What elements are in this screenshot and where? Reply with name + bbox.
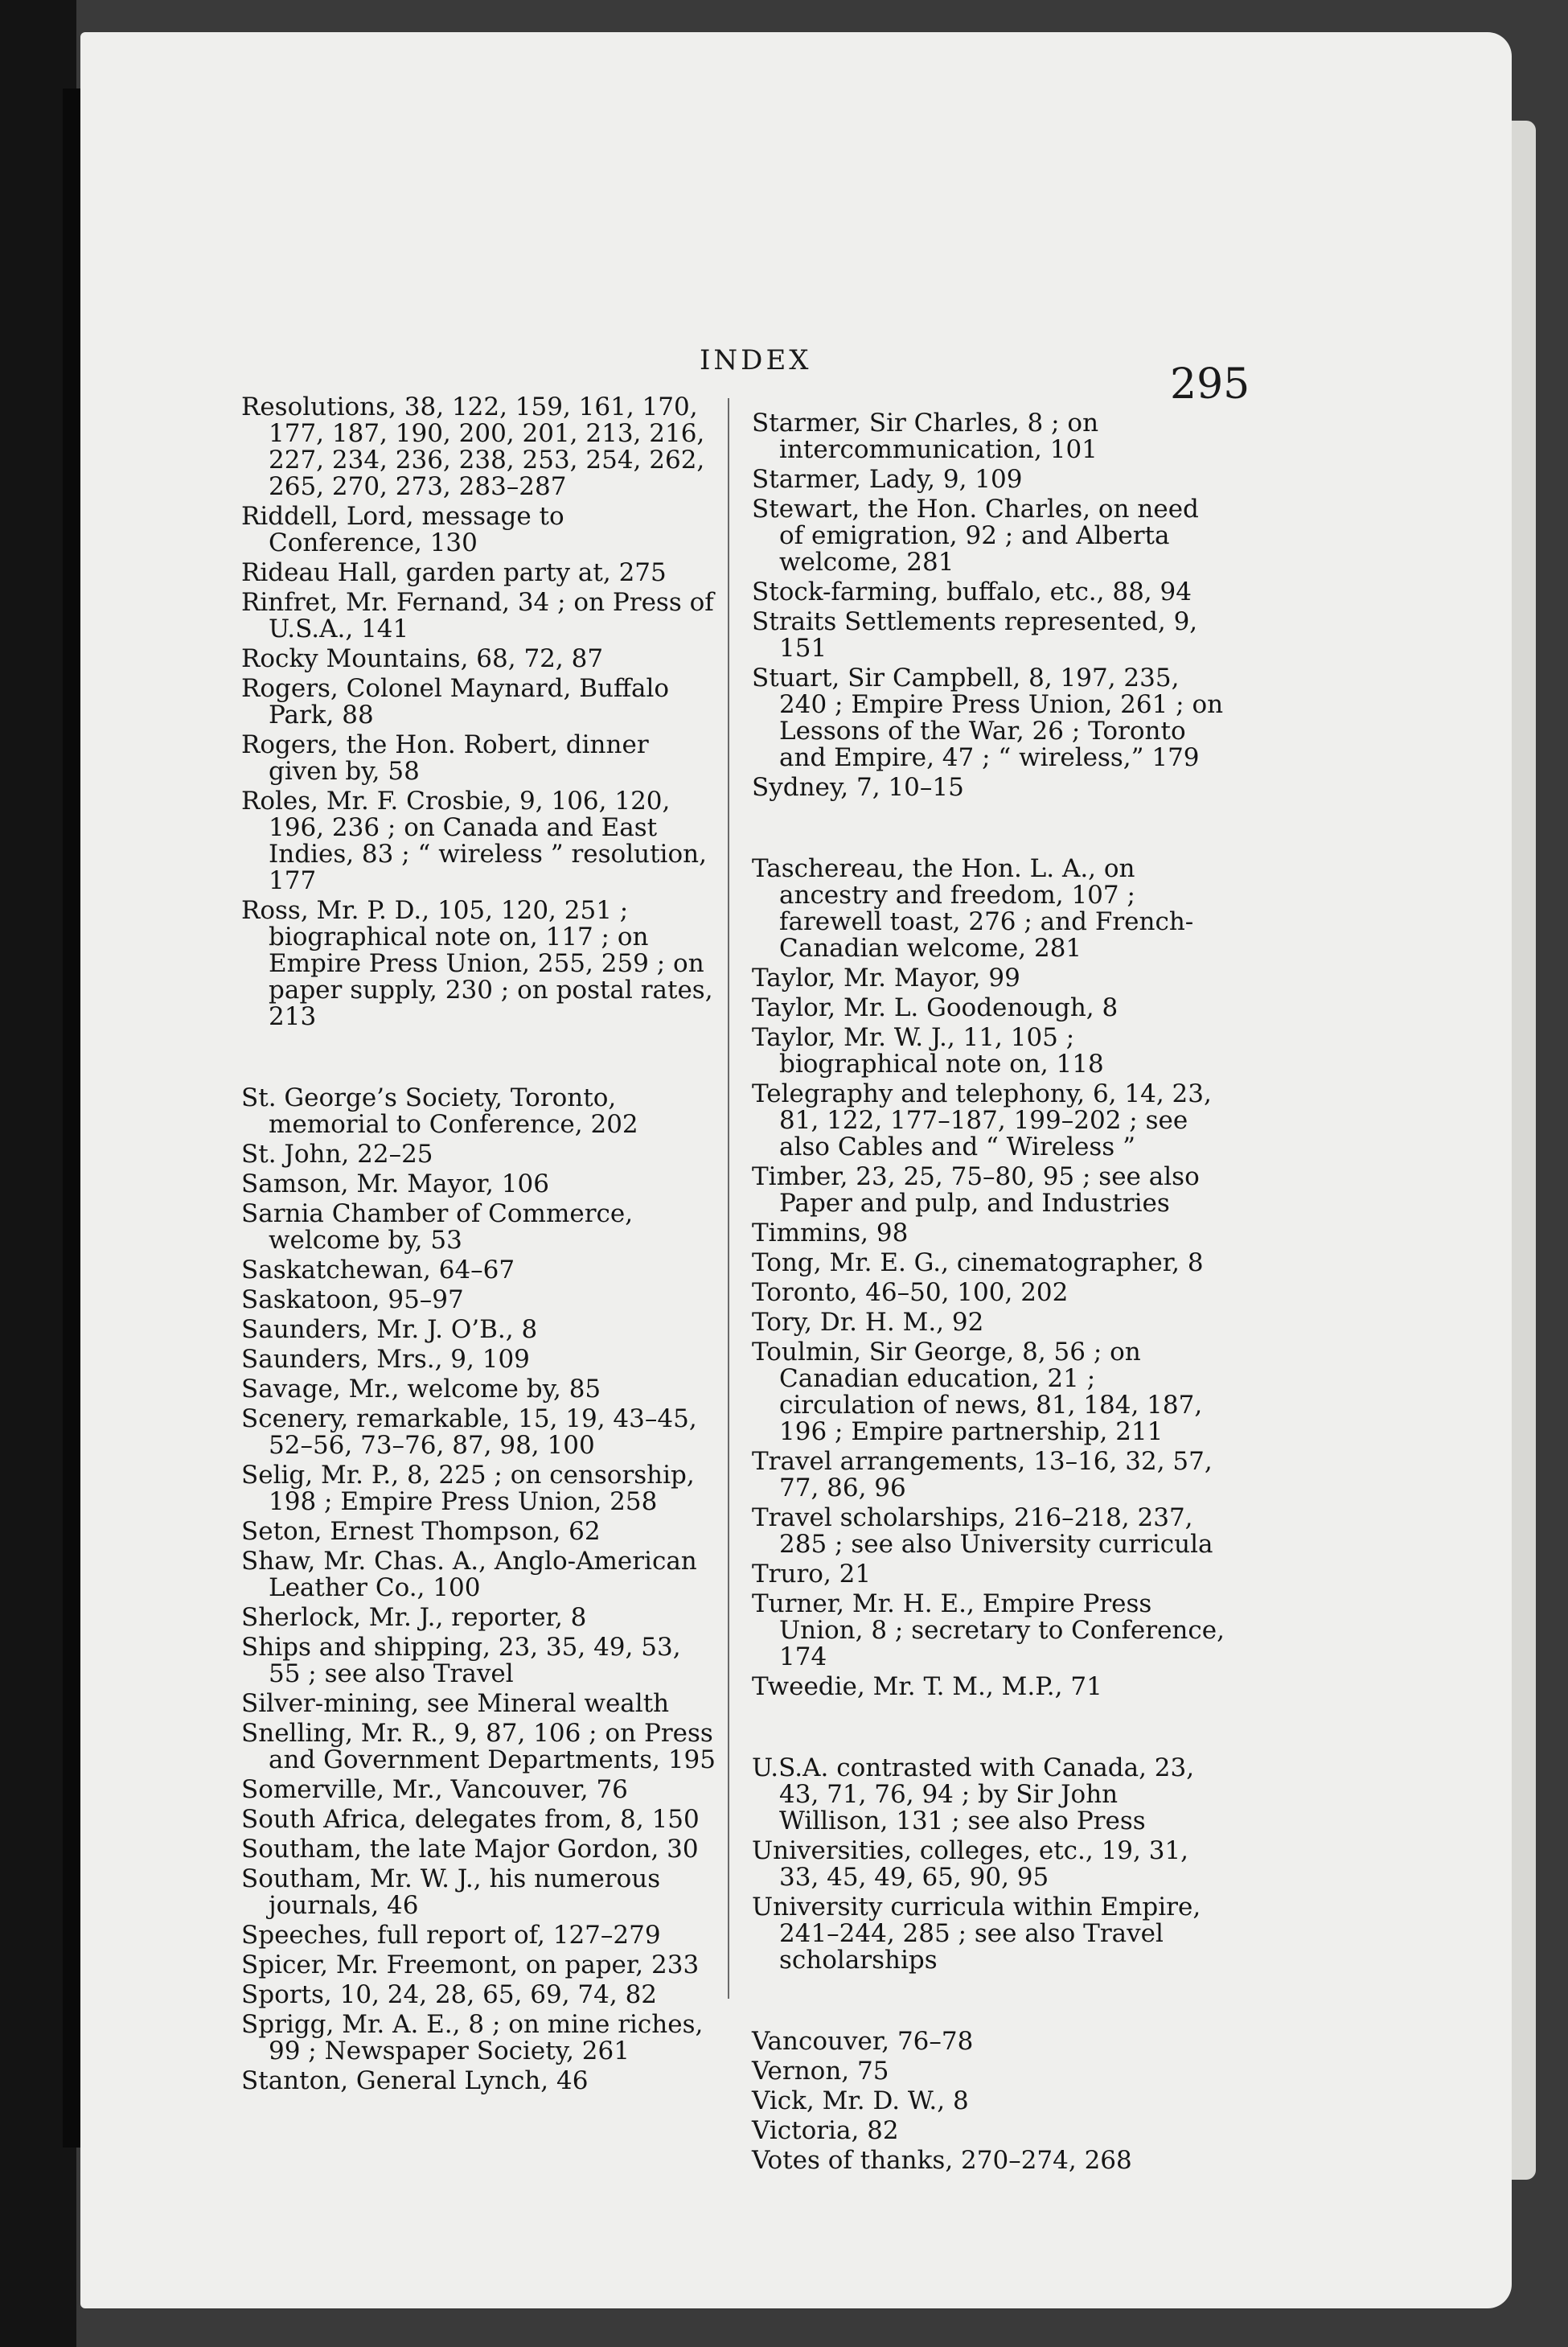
index-entry: South Africa, delegates from, 8, 150: [241, 1805, 700, 1834]
index-entry: St. John, 22–25: [241, 1140, 433, 1169]
index-entry: Tweedie, Mr. T. M., M.P., 71: [752, 1672, 1102, 1701]
index-entry: Taylor, Mr. L. Goodenough, 8: [752, 993, 1119, 1022]
index-entry: Saunders, Mrs., 9, 109: [241, 1345, 530, 1374]
index-entry: Sports, 10, 24, 28, 65, 69, 74, 82: [241, 1980, 658, 2009]
index-entry: Stanton, General Lynch, 46: [241, 2066, 589, 2095]
index-entry: Rocky Mountains, 68, 72, 87: [241, 644, 604, 673]
index-entry: Resolutions, 38, 122, 159, 161, 170, 177, 187, 190, 200, 201, 213, 216, 227, 234, 236, 238, 253, 254, 262, 265, 270, 273, 283–287: [241, 393, 705, 501]
index-entry: Victoria, 82: [752, 2116, 899, 2145]
index-entry: Sherlock, Mr. J., reporter, 8: [241, 1603, 587, 1632]
index-entry: Stuart, Sir Campbell, 8, 197, 235, 240 ; Empire Press Union, 261 ; on Lessons of the War, 26 ; Toronto and Empire, 47 ; “ wireless,” 179: [752, 664, 1224, 772]
index-entry: Scenery, remarkable, 15, 19, 43–45, 52–56, 73–76, 87, 98, 100: [241, 1404, 697, 1460]
index-entry: Toronto, 46–50, 100, 202: [752, 1278, 1069, 1307]
page-title: INDEX: [700, 344, 812, 376]
index-entry: Travel scholarships, 216–218, 237, 285 ; see also University curricula: [752, 1503, 1213, 1559]
index-entry: Sarnia Chamber of Commerce, welcome by, 53: [241, 1199, 634, 1255]
index-entry: Silver-mining, see Mineral wealth: [241, 1689, 670, 1718]
index-entry: Spicer, Mr. Freemont, on paper, 233: [241, 1950, 700, 1979]
index-entry: Rinfret, Mr. Fernand, 34 ; on Press of U.S.A., 141: [241, 588, 714, 643]
index-entry: Samson, Mr. Mayor, 106: [241, 1169, 549, 1198]
index-entry: Turner, Mr. H. E., Empire Press Union, 8 ; secretary to Conference, 174: [752, 1589, 1225, 1671]
index-entry: Stock-farming, buffalo, etc., 88, 94: [752, 578, 1192, 606]
index-entry: Stewart, the Hon. Charles, on need of emigration, 92 ; and Alberta welcome, 281: [752, 495, 1199, 577]
index-entry: Timber, 23, 25, 75–80, 95 ; see also Paper and pulp, and Industries: [752, 1162, 1200, 1218]
index-entry: Selig, Mr. P., 8, 225 ; on censorship, 198 ; Empire Press Union, 258: [241, 1461, 695, 1516]
index-entry: Savage, Mr., welcome by, 85: [241, 1375, 601, 1404]
index-entry: Starmer, Lady, 9, 109: [752, 465, 1023, 494]
index-column-left: [241, 394, 716, 2098]
index-entry: Rideau Hall, garden party at, 275: [241, 558, 667, 587]
section-gap: [752, 1977, 1226, 2028]
index-column-right: [752, 410, 1226, 2177]
index-entry: Sydney, 7, 10–15: [752, 773, 964, 802]
index-entry: Southam, the late Major Gordon, 30: [241, 1835, 699, 1864]
column-divider: [728, 398, 729, 1999]
index-entry: Straits Settlements represented, 9, 151: [752, 607, 1198, 663]
index-entry: Speeches, full report of, 127–279: [241, 1921, 661, 1950]
index-entry: Riddell, Lord, message to Conference, 130: [241, 502, 564, 557]
index-entry: Snelling, Mr. R., 9, 87, 106 ; on Press and Government Departments, 195: [241, 1719, 716, 1774]
index-entry: Taylor, Mr. W. J., 11, 105 ; biographical note on, 118: [752, 1023, 1104, 1079]
index-entry: Ross, Mr. P. D., 105, 120, 251 ; biographical note on, 117 ; on Empire Press Union, 255, 259 ; on paper supply, 230 ; on postal rates, 213: [241, 896, 713, 1031]
index-entry: Tory, Dr. H. M., 92: [752, 1308, 984, 1337]
index-entry: Taylor, Mr. Mayor, 99: [752, 964, 1020, 993]
section-gap: [752, 804, 1226, 856]
index-entry: St. George’s Society, Toronto, memorial to Conference, 202: [241, 1083, 638, 1139]
index-entry: Tong, Mr. E. G., cinematographer, 8: [752, 1248, 1204, 1277]
page-number: 295: [1170, 360, 1250, 409]
index-entry: Vancouver, 76–78: [752, 2027, 974, 2056]
index-entry: Saunders, Mr. J. O’B., 8: [241, 1315, 538, 1344]
index-entry: Truro, 21: [752, 1560, 872, 1589]
index-entry: Rogers, Colonel Maynard, Buffalo Park, 88: [241, 674, 670, 730]
index-entry: Starmer, Sir Charles, 8 ; on intercommunication, 101: [752, 409, 1099, 464]
index-entry: Vernon, 75: [752, 2057, 889, 2086]
index-entry: Ships and shipping, 23, 35, 49, 53, 55 ; see also Travel: [241, 1633, 681, 1688]
index-entry: Saskatchewan, 64–67: [241, 1256, 515, 1284]
section-gap: [752, 1704, 1226, 1755]
index-entry: Taschereau, the Hon. L. A., on ancestry and freedom, 107 ; farewell toast, 276 ; and French-Canadian welcome, 281: [752, 854, 1194, 963]
index-entry: Rogers, the Hon. Robert, dinner given by, 58: [241, 730, 649, 786]
index-entry: U.S.A. contrasted with Canada, 23, 43, 71, 76, 94 ; by Sir John Willison, 131 ; see also Press: [752, 1753, 1195, 1835]
index-entry: Votes of thanks, 270–274, 268: [752, 2146, 1132, 2175]
index-entry: Saskatoon, 95–97: [241, 1285, 464, 1314]
index-entry: Roles, Mr. F. Crosbie, 9, 106, 120, 196, 236 ; on Canada and East Indies, 83 ; “ wireless ” resolution, 177: [241, 787, 707, 895]
index-entry: Timmins, 98: [752, 1219, 909, 1247]
index-entry: Telegraphy and telephony, 6, 14, 23, 81, 122, 177–187, 199–202 ; see also Cables and “ Wireless ”: [752, 1079, 1212, 1161]
section-gap: [241, 1034, 716, 1085]
index-entry: Vick, Mr. D. W., 8: [752, 2086, 969, 2115]
index-entry: Shaw, Mr. Chas. A., Anglo-American Leather Co., 100: [241, 1547, 697, 1602]
index-entry: Travel arrangements, 13–16, 32, 57, 77, 86, 96: [752, 1447, 1213, 1502]
index-entry: Somerville, Mr., Vancouver, 76: [241, 1775, 628, 1804]
index-entry: University curricula within Empire, 241–244, 285 ; see also Travel scholarships: [752, 1893, 1201, 1975]
index-entry: Sprigg, Mr. A. E., 8 ; on mine riches, 99 ; Newspaper Society, 261: [241, 2010, 704, 2065]
index-entry: Toulmin, Sir George, 8, 56 ; on Canadian education, 21 ; circulation of news, 81, 184, 187, 196 ; Empire partnership, 211: [752, 1338, 1203, 1446]
index-entry: Universities, colleges, etc., 19, 31, 33, 45, 49, 65, 90, 95: [752, 1836, 1189, 1892]
index-entry: Southam, Mr. W. J., his numerous journals, 46: [241, 1864, 661, 1920]
index-entry: Seton, Ernest Thompson, 62: [241, 1517, 601, 1546]
